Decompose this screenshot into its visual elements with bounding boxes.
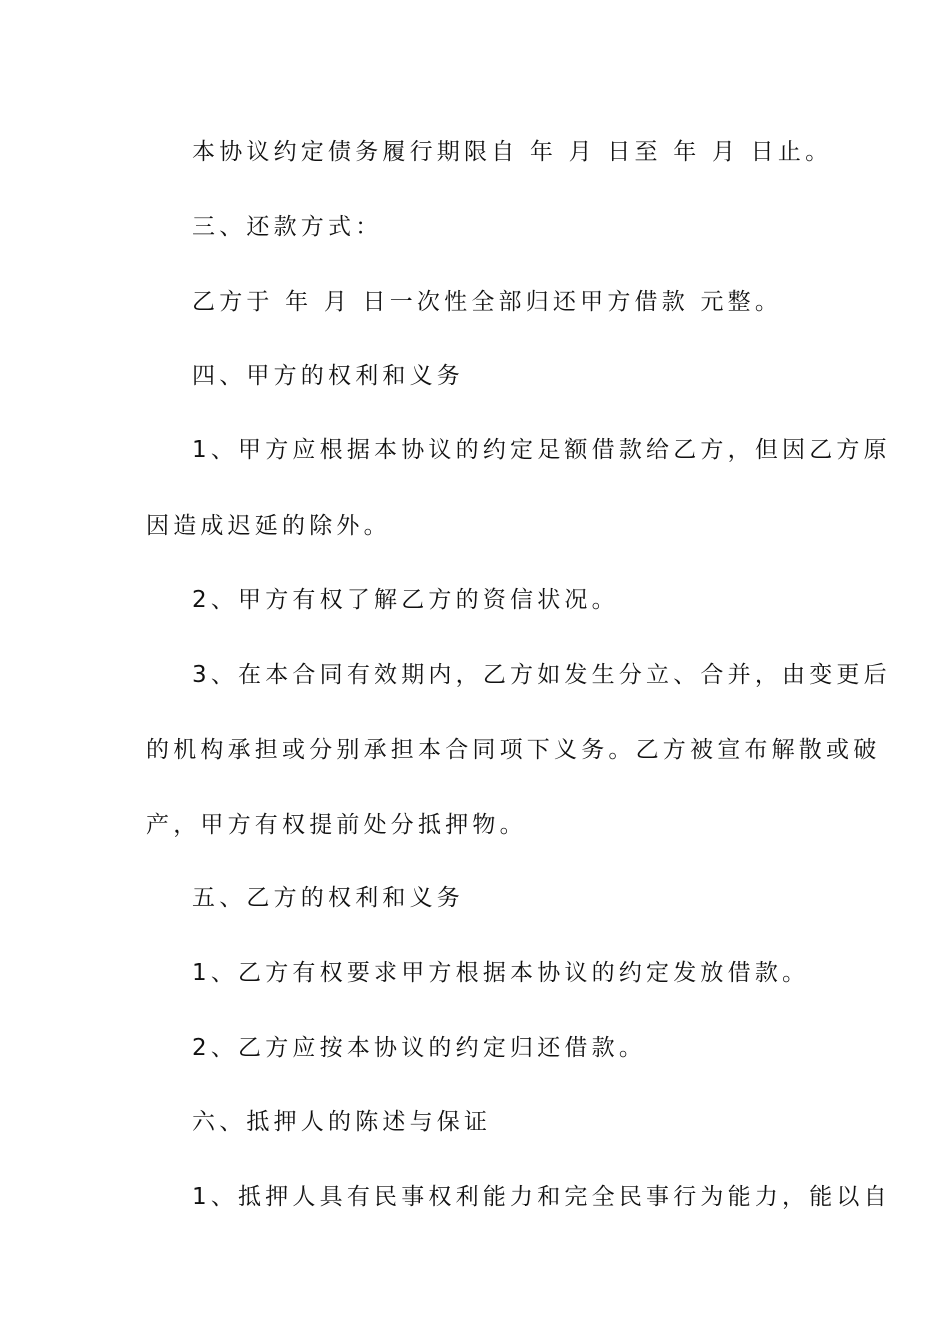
paragraph-line: 3、在本合同有效期内，乙方如发生分立、合并，由变更后 bbox=[192, 662, 891, 688]
paragraph-line: 1、乙方有权要求甲方根据本协议的约定发放借款。 bbox=[192, 960, 810, 986]
paragraph-line: 因造成迟延的除外。 bbox=[146, 513, 391, 539]
paragraph-line: 1、甲方应根据本协议的约定足额借款给乙方，但因乙方原 bbox=[192, 437, 891, 463]
paragraph-line: 2、乙方应按本协议的约定归还借款。 bbox=[192, 1035, 647, 1061]
paragraph-line: 2、甲方有权了解乙方的资信状况。 bbox=[192, 587, 619, 613]
paragraph-line: 本协议约定债务履行期限自 年 月 日至 年 月 日止。 bbox=[192, 139, 833, 165]
section-heading: 四、甲方的权利和义务 bbox=[192, 363, 464, 389]
section-heading: 六、抵押人的陈述与保证 bbox=[192, 1109, 492, 1135]
section-heading: 五、乙方的权利和义务 bbox=[192, 885, 464, 911]
paragraph-line: 产，甲方有权提前处分抵押物。 bbox=[146, 812, 527, 838]
section-heading: 三、还款方式： bbox=[192, 214, 383, 240]
paragraph-line: 的机构承担或分别承担本合同项下义务。乙方被宣布解散或破 bbox=[146, 737, 881, 763]
paragraph-line: 乙方于 年 月 日一次性全部归还甲方借款 元整。 bbox=[192, 289, 783, 315]
paragraph-line: 1、抵押人具有民事权利能力和完全民事行为能力，能以自 bbox=[192, 1184, 891, 1210]
